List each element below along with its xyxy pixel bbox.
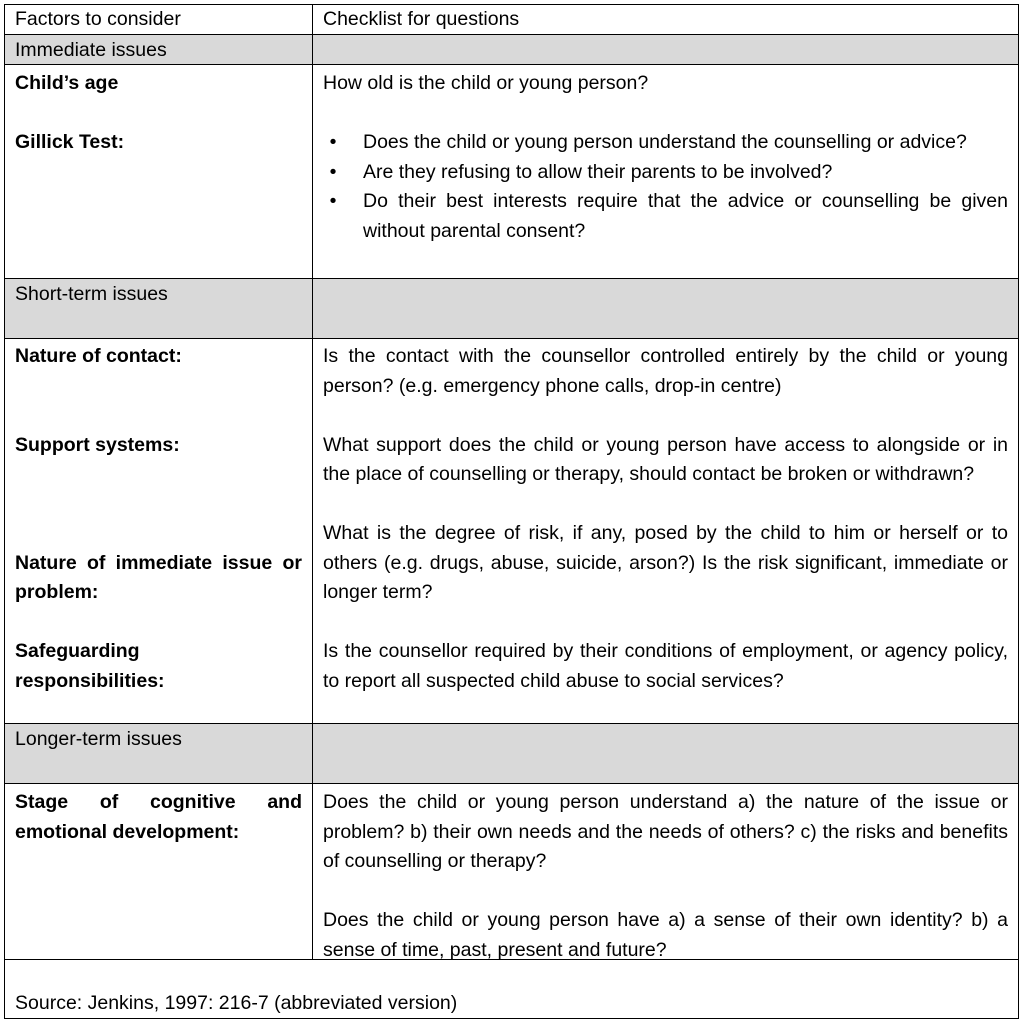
section-right-blank bbox=[313, 35, 1018, 64]
bullet-text: Does the child or young person understand the counselling or advice? bbox=[363, 131, 967, 153]
factor-development: Stage of cognitive and emotional development: bbox=[15, 791, 302, 843]
question-childs-age: How old is the child or young person? bbox=[323, 72, 649, 94]
factor-cell bbox=[5, 65, 313, 278]
section-row-short-term bbox=[5, 279, 1018, 339]
question-development-1: Does the child or young person understand a) the nature of the issue or problem? b) their own needs and the needs of others? c) the risks and benefits of counselling or therapy? bbox=[323, 791, 1008, 872]
question-development-2: Does the child or young person have a) a sense of their own identity? b) a sense of time, past, present and future? bbox=[323, 909, 1008, 961]
section-label-short-term: Short-term issues bbox=[5, 279, 313, 338]
factor-cell bbox=[5, 784, 313, 959]
question-safeguarding: Is the counsellor required by their conditions of employment, or agency policy, to report all suspected child abuse to social services? bbox=[323, 640, 1008, 692]
checklist-table bbox=[4, 4, 1019, 1019]
question-support-systems: What support does the child or young person have access to alongside or in the place of counselling or therapy, should contact be broken or withdrawn? bbox=[323, 433, 1008, 485]
header-checklist: Checklist for questions bbox=[323, 8, 520, 30]
bullet-text: Are they refusing to allow their parents to be involved? bbox=[363, 160, 833, 183]
table-row-short-term-block bbox=[5, 339, 1018, 724]
header-factors: Factors to consider bbox=[5, 5, 313, 34]
section-right-blank bbox=[313, 724, 1018, 783]
factor-childs-age: Child’s age bbox=[15, 72, 119, 94]
bullet-text: Do their best interests require that the advice or counselling be given without parental consent? bbox=[363, 190, 1008, 242]
question-immediate-issue: What is the degree of risk, if any, posed by the child to him or herself or to others (e.g. drugs, abuse, suicide, arson?) Is the risk significant, immediate or longer term? bbox=[323, 522, 1008, 603]
bullet-icon: • bbox=[329, 190, 337, 212]
question-nature-of-contact: Is the contact with the counsellor controlled entirely by the child or young person? (e.g. emergency phone calls, drop-in centre) bbox=[323, 345, 1008, 397]
list-item bbox=[323, 187, 1008, 246]
table-row-childs-age bbox=[5, 65, 1018, 279]
list-item bbox=[323, 158, 1008, 188]
section-right-blank bbox=[313, 279, 1018, 338]
factor-immediate-issue-text: Nature of immediate issue or problem: bbox=[15, 551, 302, 603]
list-item bbox=[323, 128, 1008, 158]
gillick-bullet-list bbox=[323, 128, 1008, 246]
factor-support-systems: Support systems: bbox=[15, 433, 180, 456]
section-label-longer-term: Longer-term issues bbox=[5, 724, 313, 783]
bullet-icon: • bbox=[329, 160, 337, 183]
table-header-row bbox=[5, 5, 1018, 35]
factor-immediate-issue bbox=[15, 549, 302, 608]
source-citation: Source: Jenkins, 1997: 216-7 (abbreviated version) bbox=[15, 992, 458, 1014]
factor-safeguarding: Safeguarding responsibilities: bbox=[15, 640, 165, 692]
factor-nature-of-contact: Nature of contact: bbox=[15, 345, 182, 367]
question-cell bbox=[313, 65, 1018, 278]
factor-cell bbox=[5, 339, 313, 723]
section-row-immediate bbox=[5, 35, 1018, 65]
factor-gillick: Gillick Test: bbox=[15, 131, 125, 153]
table-row-development bbox=[5, 784, 1018, 960]
section-label-immediate: Immediate issues bbox=[5, 35, 313, 64]
question-cell bbox=[313, 339, 1018, 723]
source-cell bbox=[5, 960, 1018, 1020]
question-cell bbox=[313, 784, 1018, 959]
section-row-longer-term bbox=[5, 724, 1018, 784]
bullet-icon: • bbox=[329, 131, 337, 153]
table-row-source bbox=[5, 960, 1018, 1020]
